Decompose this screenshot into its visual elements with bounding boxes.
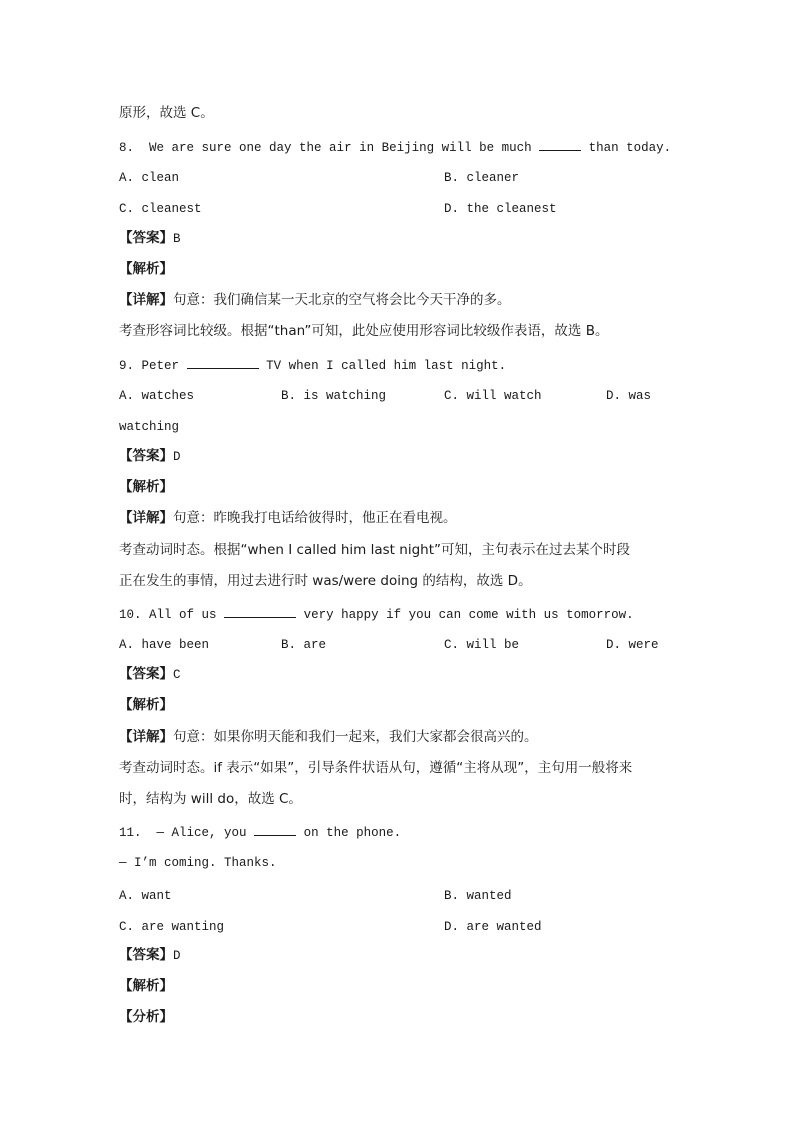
q10-explanation-1: 考查动词时态。if 表示“如果”，引导条件状语从句，遵循“主将从现”，主句用一般将来 (119, 760, 633, 776)
q9-option-d-wrap: watching (119, 420, 180, 434)
q10-option-b: B. are (281, 638, 327, 652)
q9-option-d: D. was (606, 389, 652, 403)
q11-line-1 (119, 824, 401, 841)
q8-blank (539, 139, 581, 151)
q11-answer: D (173, 949, 181, 963)
q8-stem-after: than today. (588, 141, 672, 155)
q9-number: 9. (119, 359, 135, 373)
q11-option-a: A. want (119, 889, 172, 903)
q8-stem (119, 139, 671, 156)
q10-detail-tag: 【详解】 (119, 729, 173, 745)
q10-stem (119, 606, 634, 623)
q11-blank (254, 824, 296, 836)
q8-option-c: C. cleanest (119, 202, 202, 216)
q10-explanation-2: 时，结构为 will do，故选 C。 (119, 791, 302, 807)
q9-option-b: B. is watching (281, 389, 387, 403)
q10-answer-row (119, 666, 181, 683)
q10-answer-tag: 【答案】 (119, 666, 173, 682)
q11-option-b: B. wanted (444, 889, 512, 903)
q9-option-a: A. watches (119, 389, 195, 403)
q9-answer-row (119, 448, 181, 465)
intro-line: 原形，故选 C。 (119, 105, 214, 121)
q10-detail-text: 句意：如果你明天能和我们一起来，我们大家都会很高兴的。 (173, 729, 538, 745)
q9-explanation-1: 考查动词时态。根据“when I called him last night”可知，主句表示在过去某个时段 (119, 542, 630, 558)
q11-analysis2-tag: 【分析】 (119, 1009, 173, 1025)
q9-detail-row (119, 510, 457, 527)
q11-line1-after: on the phone. (303, 826, 402, 840)
q8-explanation: 考查形容词比较级。根据“than”可知，此处应使用形容词比较级作表语，故选 B。 (119, 323, 609, 339)
q8-stem-before: We are sure one day the air in Beijing will be much (149, 141, 532, 155)
q8-option-b: B. cleaner (444, 171, 520, 185)
q11-line1-before: — Alice, you (156, 826, 247, 840)
q9-detail-text: 句意：昨晚我打电话给彼得时，他正在看电视。 (173, 510, 457, 526)
q8-answer-tag: 【答案】 (119, 230, 173, 246)
q9-answer-tag: 【答案】 (119, 448, 173, 464)
q10-number: 10. (119, 608, 142, 622)
q8-answer-row (119, 230, 181, 247)
q8-analysis-tag: 【解析】 (119, 261, 173, 277)
q9-stem (119, 357, 506, 374)
q8-answer: B (173, 232, 181, 246)
q11-analysis-tag: 【解析】 (119, 978, 173, 994)
q11-number: 11. (119, 826, 142, 840)
q10-stem-after: very happy if you can come with us tomorrow. (303, 608, 634, 622)
q8-detail-text: 句意：我们确信某一天北京的空气将会比今天干净的多。 (173, 292, 511, 308)
q9-stem-after: TV when I called him last night. (266, 359, 507, 373)
q10-stem-before: All of us (149, 608, 217, 622)
q10-option-a: A. have been (119, 638, 210, 652)
q9-analysis-tag: 【解析】 (119, 479, 173, 495)
q11-option-d: D. are wanted (444, 920, 542, 934)
q10-option-d: D. were (606, 638, 659, 652)
q11-answer-tag: 【答案】 (119, 947, 173, 963)
q10-answer: C (173, 668, 181, 682)
q10-analysis-tag: 【解析】 (119, 697, 173, 713)
q8-detail-row (119, 292, 511, 309)
q9-detail-tag: 【详解】 (119, 510, 173, 526)
q9-option-c: C. will watch (444, 389, 542, 403)
q8-detail-tag: 【详解】 (119, 292, 173, 308)
q11-option-c: C. are wanting (119, 920, 225, 934)
q11-answer-row (119, 947, 181, 964)
q8-option-d: D. the cleanest (444, 202, 557, 216)
q10-detail-row (119, 729, 538, 746)
q9-blank (187, 357, 259, 369)
q10-option-c: C. will be (444, 638, 520, 652)
q11-line-2: — I’m coming. Thanks. (119, 856, 277, 870)
q9-explanation-2: 正在发生的事情，用过去进行时 was/were doing 的结构，故选 D。 (119, 573, 532, 589)
q10-blank (224, 606, 296, 618)
q9-stem-before: Peter (141, 359, 180, 373)
q8-number: 8. (119, 141, 135, 155)
q9-answer: D (173, 450, 181, 464)
q8-option-a: A. clean (119, 171, 180, 185)
